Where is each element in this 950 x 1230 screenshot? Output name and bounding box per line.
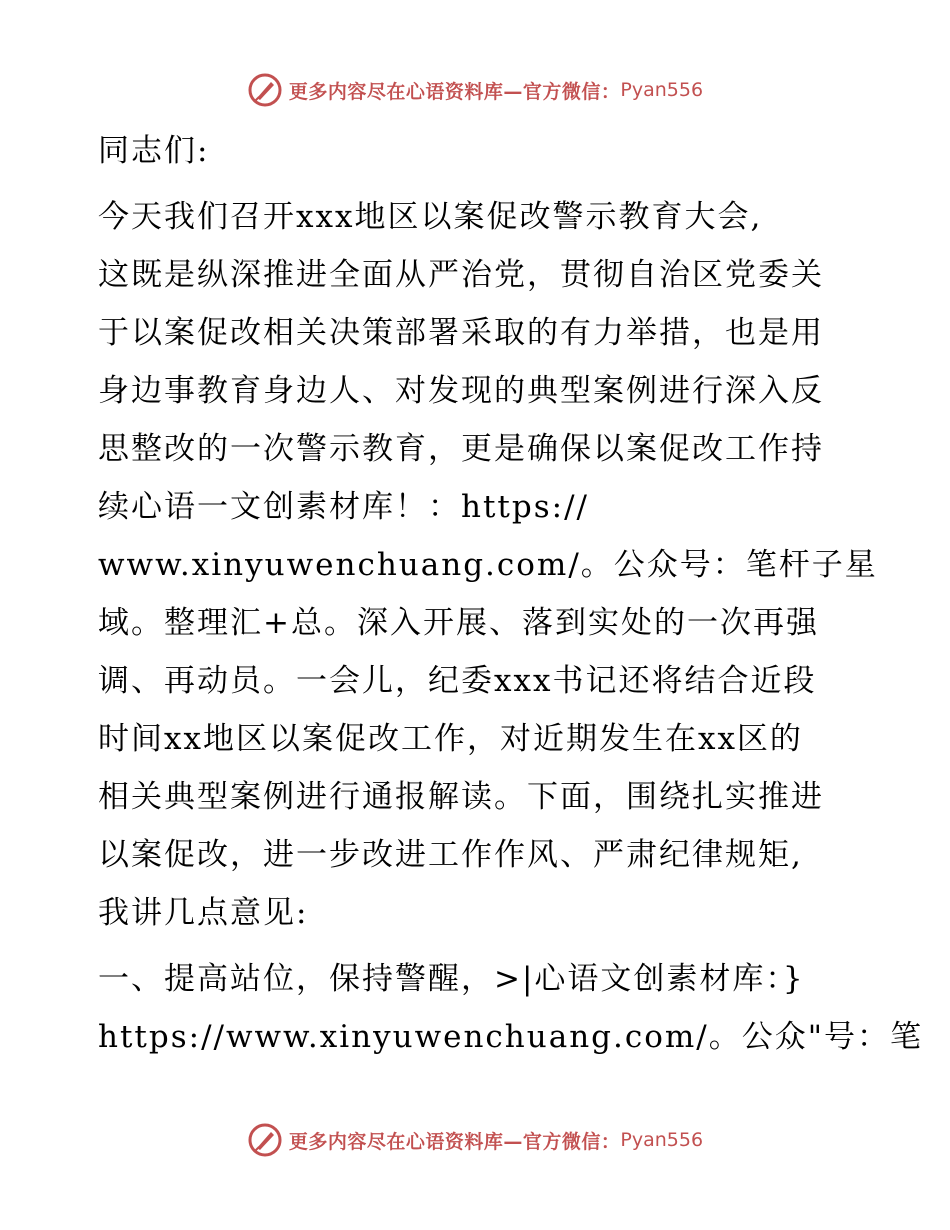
salutation-line: 同志们:	[98, 133, 210, 169]
header-wechat-account: Pyan556	[620, 79, 704, 101]
paragraph-line: 相关典型案例进行通报解读。下面，围绕扎实推进	[98, 779, 824, 815]
paragraph-line: www.xinyuwenchuang.com/。公众号：笔杆子星	[98, 547, 878, 583]
quill-pen-logo-icon	[247, 1122, 283, 1158]
footer-watermark-text: 更多内容尽在心语资料库—官方微信：	[288, 1130, 621, 1153]
paragraph-line: 今天我们召开xxx地区以案促改警示教育大会,	[98, 199, 763, 235]
footer-watermark-banner	[0, 1120, 950, 1160]
section-heading-line: 一、提高站位，保持警醒，>|心语文创素材库：}	[98, 961, 805, 997]
quill-pen-logo-icon	[247, 72, 283, 108]
speech-body	[98, 122, 923, 1066]
footer-wechat-account: Pyan556	[620, 1129, 704, 1151]
paragraph-line: 以案促改，进一步改进工作作风、严肃纪律规矩,	[98, 837, 803, 873]
paragraph-line: 域。整理汇+总。深入开展、落到实处的一次再强	[98, 605, 819, 641]
header-watermark-text: 更多内容尽在心语资料库—官方微信：	[288, 80, 621, 103]
paragraph-line: 这既是纵深推进全面从严治党，贯彻自治区党委关	[98, 257, 824, 293]
paragraph-line: 思整改的一次警示教育，更是确保以案促改工作持	[98, 431, 824, 467]
paragraph-line: 身边事教育身边人、对发现的典型案例进行深入反	[98, 373, 824, 409]
paragraph-line: 续心语一文创素材库！：https://	[98, 489, 589, 525]
paragraph-line: 调、再动员。一会儿，纪委xxx书记还将结合近段	[98, 663, 817, 699]
paragraph-line: 我讲几点意见:	[98, 895, 309, 931]
paragraph-line: 于以案促改相关决策部署采取的有力举措，也是用	[98, 315, 824, 351]
paragraph-line: https://www.xinyuwenchuang.com/。公众"号：笔	[98, 1019, 923, 1055]
header-watermark-banner	[0, 70, 950, 110]
paragraph-line: 时间xx地区以案促改工作，对近期发生在xx区的	[98, 721, 803, 757]
